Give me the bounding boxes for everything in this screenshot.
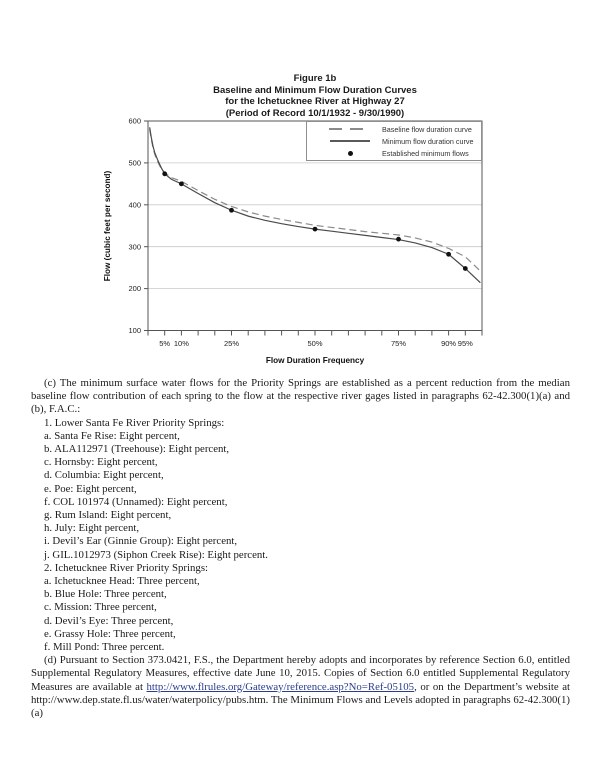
paragraph-c: (c) The minimum surface water flows for the Priority Springs are established as a percent reduction from the median baseline flow contribution of each spring to the flow at the respective river gages listed in paragraphs 62-42.300(1)(a) and (b), F.A.C.: (31, 377, 570, 416)
legend-row-established (307, 147, 481, 159)
established-minimum-flow-point (396, 237, 401, 242)
list-item: j. GIL.1012973 (Siphon Creek Rise): Eight percent. (44, 548, 268, 561)
list-item: f. Mill Pond: Three percent. (44, 641, 165, 654)
list-item: e. Poe: Eight percent, (44, 482, 137, 495)
established-minimum-flow-point (162, 171, 167, 176)
list-item: f. COL 101974 (Unnamed): Eight percent, (44, 495, 228, 508)
y-axis-title: Flow (cubic feet per second) (103, 170, 112, 282)
figure-number: Figure 1b (293, 73, 337, 84)
legend-label: Established minimum flows (382, 148, 469, 158)
x-tick-label: 90% (441, 339, 457, 348)
dot-icon (327, 151, 373, 156)
chart-legend (306, 121, 482, 161)
y-tick-label: 200 (128, 284, 141, 294)
list-item: b. ALA112971 (Treehouse): Eight percent, (44, 443, 230, 456)
established-minimum-flow-point (229, 208, 234, 213)
list-item: d. Devil’s Eye: Three percent, (44, 614, 174, 627)
paragraph-d-text: (d) Pursuant to Section 373.0421, F.S., the Department hereby adopts and incorporates by reference Section 6.0, entitled Supplemental Regulatory Measures, effective date June 10, 2015. Copies of Section 6.0 entitled Supplemental Regulatory Measures are available at (31, 654, 570, 693)
y-tick-label: 400 (128, 200, 141, 210)
x-tick-label: 25% (223, 339, 240, 348)
established-minimum-flow-point (463, 266, 468, 271)
legend-row-minimum (307, 135, 481, 147)
list-item: b. Blue Hole: Three percent, (44, 588, 167, 601)
x-tick-label: 5% (159, 339, 171, 348)
paragraph-d-text: , or on the Department’s website at http://www.dep.state.fl.us/water/waterpolicy/pubs.htm. The Minimum Flows and Levels adopted in paragraphs 62-42.300(1)(a) (31, 680, 570, 720)
solid-line-icon (327, 140, 373, 142)
list-item: 2. Ichetucknee River Priority Springs: (44, 561, 209, 574)
figure-title-line: for the Ichetucknee River at Highway 27 (225, 96, 405, 108)
rule-text (31, 377, 570, 720)
list-item: g. Rum Island: Eight percent, (44, 509, 172, 522)
list-item: i. Devil’s Ear (Ginnie Group): Eight percent, (44, 535, 238, 548)
established-minimum-flow-point (179, 181, 184, 186)
flow-duration-chart (60, 60, 520, 380)
x-axis-title: Flow Duration Frequency (265, 356, 365, 365)
x-tick-label: 75% (390, 339, 407, 348)
legend-label: Baseline flow duration curve (382, 124, 472, 134)
dashed-line-icon (327, 128, 373, 130)
list-item: c. Hornsby: Eight percent, (44, 456, 158, 469)
list-item: e. Grassy Hole: Three percent, (44, 627, 176, 640)
legend-label: Minimum flow duration curve (382, 136, 474, 146)
figure-title-line: Baseline and Minimum Flow Duration Curves (213, 84, 417, 96)
flrules-reference-link[interactable]: http://www.flrules.org/Gateway/reference.asp?No=Ref-05105 (146, 680, 415, 693)
established-minimum-flow-point (446, 252, 451, 257)
y-tick-label: 300 (128, 242, 141, 252)
list-item: a. Santa Fe Rise: Eight percent, (44, 429, 180, 442)
y-tick-label: 600 (128, 116, 141, 126)
figure-period-line: (Period of Record 10/1/1932 - 9/30/1990) (225, 107, 405, 119)
x-tick-label: 10% (173, 339, 189, 348)
legend-row-baseline (307, 123, 481, 135)
x-tick-label: 95% (457, 339, 473, 348)
x-tick-label: 50% (307, 339, 323, 348)
list-item: d. Columbia: Eight percent, (44, 469, 164, 482)
established-minimum-flow-point (313, 227, 318, 232)
list-item: c. Mission: Three percent, (44, 601, 157, 614)
list-item: h. July: Eight percent, (44, 522, 140, 535)
paragraph-d (31, 654, 570, 720)
y-tick-label: 500 (128, 158, 141, 168)
list-item: 1. Lower Santa Fe River Priority Springs: (44, 416, 225, 429)
y-tick-label: 100 (128, 326, 141, 336)
list-item: a. Ichetucknee Head: Three percent, (44, 575, 200, 588)
